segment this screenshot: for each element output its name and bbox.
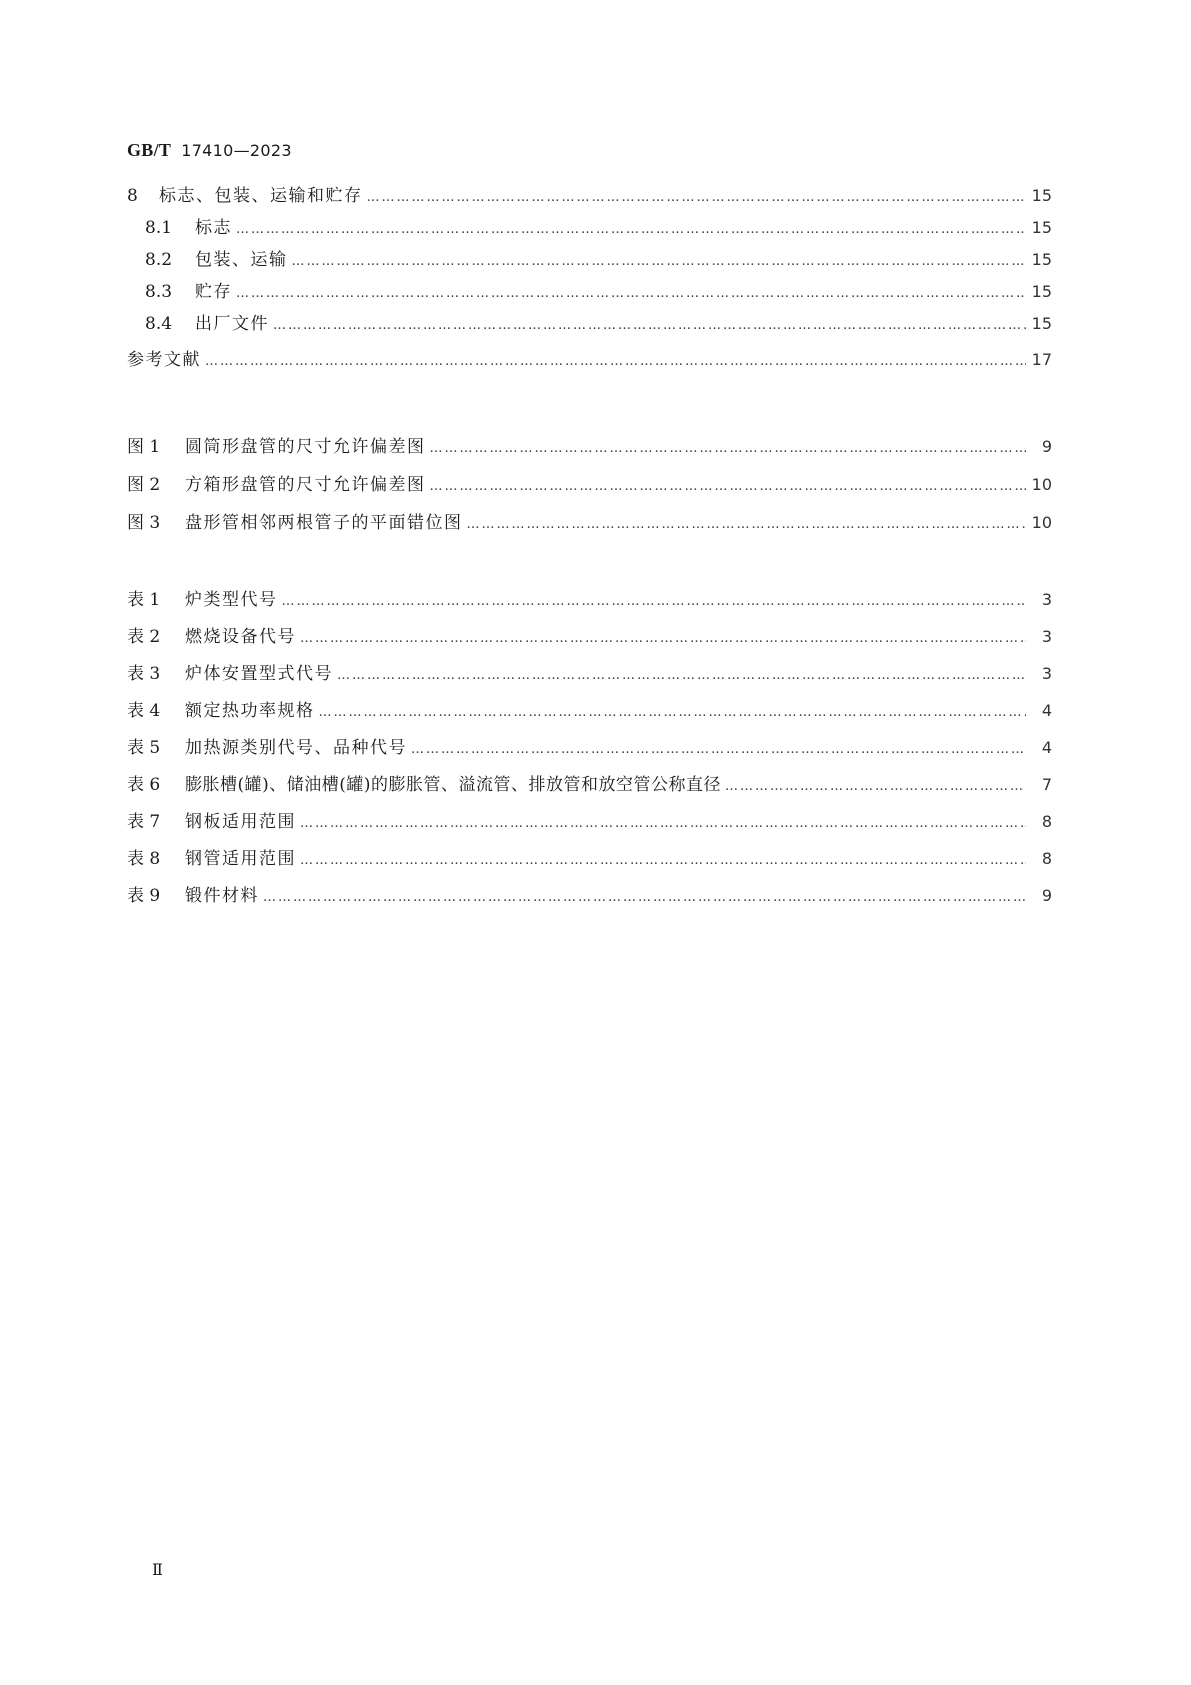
toc-entry-section-8-2[interactable] bbox=[145, 246, 1052, 274]
toc-label: 表 9 bbox=[127, 886, 161, 906]
toc-title: 膨胀槽(罐)、储油槽(罐)的膨胀管、溢流管、排放管和放空管公称直径 bbox=[185, 775, 722, 795]
leader-dots bbox=[236, 216, 1026, 244]
toc-title: 标志 bbox=[195, 218, 232, 238]
leader-dots bbox=[263, 884, 1026, 912]
toc-entry-table-4[interactable] bbox=[127, 697, 1052, 725]
toc-entry-table-6[interactable] bbox=[127, 771, 1052, 799]
toc-label: 表 2 bbox=[127, 627, 161, 647]
toc-page: 3 bbox=[1041, 590, 1052, 609]
toc-entry-section-8-1[interactable] bbox=[145, 214, 1052, 242]
toc-page: 15 bbox=[1031, 282, 1052, 301]
toc-label: 8.2 bbox=[145, 250, 173, 270]
toc-page: 4 bbox=[1041, 701, 1052, 720]
leader-dots bbox=[300, 625, 1026, 653]
page-number: Ⅱ bbox=[152, 1560, 163, 1579]
toc-page: 10 bbox=[1031, 475, 1052, 494]
standard-number: 17410—2023 bbox=[181, 141, 292, 160]
toc-page: 9 bbox=[1041, 437, 1052, 456]
toc-entry-figure-1[interactable] bbox=[127, 433, 1052, 461]
toc-label: 表 6 bbox=[127, 775, 161, 795]
toc-label: 图 2 bbox=[127, 475, 161, 495]
toc-label: 8 bbox=[127, 186, 138, 206]
leader-dots bbox=[236, 280, 1026, 308]
toc-title: 燃烧设备代号 bbox=[185, 627, 296, 647]
toc-label: 表 8 bbox=[127, 849, 161, 869]
toc-label: 图 3 bbox=[127, 513, 161, 533]
toc-page: 17 bbox=[1031, 350, 1052, 369]
toc-title: 标志、包装、运输和贮存 bbox=[159, 186, 363, 206]
leader-dots bbox=[205, 348, 1026, 376]
toc-page: 3 bbox=[1041, 664, 1052, 683]
leader-dots bbox=[467, 511, 1026, 539]
toc-entry-table-9[interactable] bbox=[127, 882, 1052, 910]
toc-entry-references[interactable] bbox=[127, 346, 1052, 374]
toc-title: 圆筒形盘管的尺寸允许偏差图 bbox=[185, 437, 426, 457]
toc-title: 出厂文件 bbox=[195, 314, 269, 334]
leader-dots bbox=[300, 810, 1026, 838]
leader-dots bbox=[300, 847, 1026, 875]
toc-page: 10 bbox=[1031, 513, 1052, 532]
toc-title: 锻件材料 bbox=[185, 886, 259, 906]
toc-title: 炉类型代号 bbox=[185, 590, 278, 610]
toc-page: 4 bbox=[1041, 738, 1052, 757]
leader-dots bbox=[725, 773, 1026, 801]
toc-title: 盘形管相邻两根管子的平面错位图 bbox=[185, 513, 463, 533]
toc-entry-figure-3[interactable] bbox=[127, 509, 1052, 537]
leader-dots bbox=[430, 435, 1027, 463]
toc-page: 3 bbox=[1041, 627, 1052, 646]
toc-title: 额定热功率规格 bbox=[185, 701, 315, 721]
toc-page: 8 bbox=[1041, 849, 1052, 868]
toc-entry-table-3[interactable] bbox=[127, 660, 1052, 688]
toc-label: 8.3 bbox=[145, 282, 173, 302]
toc-title: 贮存 bbox=[195, 282, 232, 302]
toc-page: 15 bbox=[1031, 218, 1052, 237]
toc-title: 炉体安置型式代号 bbox=[185, 664, 333, 684]
leader-dots bbox=[367, 184, 1026, 212]
leader-dots bbox=[430, 473, 1026, 501]
toc-label: 表 5 bbox=[127, 738, 161, 758]
toc-page: 15 bbox=[1031, 314, 1052, 333]
toc-title: 方箱形盘管的尺寸允许偏差图 bbox=[185, 475, 426, 495]
toc-entry-section-8[interactable] bbox=[127, 182, 1052, 210]
toc-page: 9 bbox=[1041, 886, 1052, 905]
toc-label: 表 3 bbox=[127, 664, 161, 684]
toc-label: 8.4 bbox=[145, 314, 173, 334]
standard-code: GB/T bbox=[127, 140, 172, 160]
document-header bbox=[127, 140, 292, 161]
toc-entry-table-8[interactable] bbox=[127, 845, 1052, 873]
toc-label: 表 7 bbox=[127, 812, 161, 832]
toc-label: 表 4 bbox=[127, 701, 161, 721]
toc-title: 钢板适用范围 bbox=[185, 812, 296, 832]
toc-page: 15 bbox=[1031, 186, 1052, 205]
toc-page: 7 bbox=[1041, 775, 1052, 794]
toc-entry-table-7[interactable] bbox=[127, 808, 1052, 836]
leader-dots bbox=[292, 248, 1026, 276]
toc-page: 8 bbox=[1041, 812, 1052, 831]
toc-entry-table-2[interactable] bbox=[127, 623, 1052, 651]
toc-title: 包装、运输 bbox=[195, 250, 288, 270]
toc-title: 钢管适用范围 bbox=[185, 849, 296, 869]
toc-entry-section-8-4[interactable] bbox=[145, 310, 1052, 338]
toc-label: 表 1 bbox=[127, 590, 161, 610]
leader-dots bbox=[337, 662, 1026, 690]
toc-entry-section-8-3[interactable] bbox=[145, 278, 1052, 306]
toc-label: 图 1 bbox=[127, 437, 161, 457]
leader-dots bbox=[282, 588, 1027, 616]
toc-label: 8.1 bbox=[145, 218, 173, 238]
toc-page: 15 bbox=[1031, 250, 1052, 269]
leader-dots bbox=[411, 736, 1026, 764]
leader-dots bbox=[273, 312, 1026, 340]
toc-title: 参考文献 bbox=[127, 350, 201, 370]
toc-entry-table-1[interactable] bbox=[127, 586, 1052, 614]
toc-entry-figure-2[interactable] bbox=[127, 471, 1052, 499]
leader-dots bbox=[319, 699, 1027, 727]
toc-title: 加热源类别代号、品种代号 bbox=[185, 738, 407, 758]
toc-entry-table-5[interactable] bbox=[127, 734, 1052, 762]
